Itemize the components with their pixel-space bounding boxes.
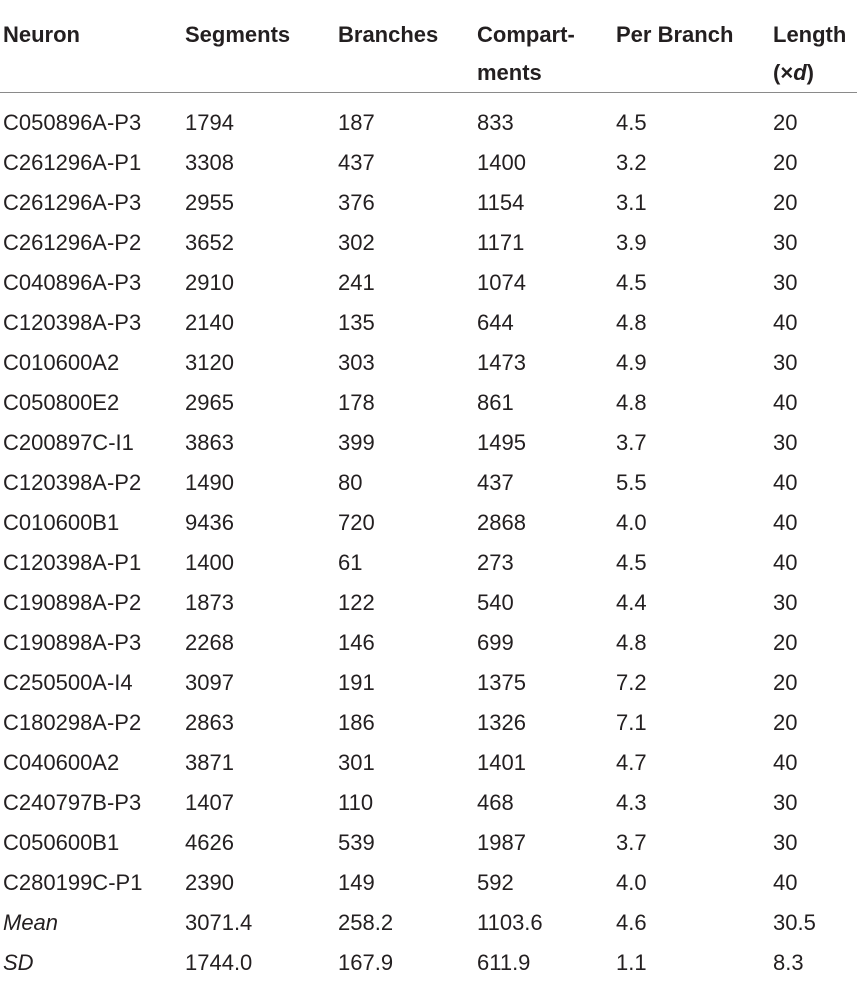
value-cell: 20: [773, 190, 798, 215]
value-cell: 4.7: [616, 750, 647, 775]
value-cell: 468: [477, 790, 514, 815]
neuron-name-cell: C120398A-P1: [3, 550, 142, 575]
value-cell: 1400: [185, 550, 234, 575]
value-cell: 30: [773, 350, 798, 375]
value-cell: 30: [773, 790, 798, 815]
value-cell: 4.5: [616, 550, 647, 575]
value-cell: 1326: [477, 710, 526, 735]
neuron-name-cell: C190898A-P2: [3, 590, 142, 615]
value-cell: 301: [338, 750, 375, 775]
table-row: [0, 743, 857, 783]
neuron-name-cell: C180298A-P2: [3, 710, 142, 735]
header-per-branch: [616, 0, 773, 93]
value-cell: 241: [338, 270, 375, 295]
neuron-name-cell: C190898A-P3: [3, 630, 142, 655]
table-row: [0, 943, 857, 983]
value-cell: 4.4: [616, 590, 647, 615]
value-cell: 40: [773, 550, 798, 575]
value-cell: 3871: [185, 750, 234, 775]
value-cell: 80: [338, 470, 363, 495]
value-cell: 376: [338, 190, 375, 215]
table-row: [0, 383, 857, 423]
value-cell: 1400: [477, 150, 526, 175]
value-cell: 3652: [185, 230, 234, 255]
table-row: [0, 343, 857, 383]
value-cell: 40: [773, 390, 798, 415]
value-cell: 1074: [477, 270, 526, 295]
value-cell: 4626: [185, 830, 234, 855]
value-cell: 592: [477, 870, 514, 895]
table-row: [0, 263, 857, 303]
table-row: [0, 543, 857, 583]
value-cell: 1490: [185, 470, 234, 495]
value-cell: 1473: [477, 350, 526, 375]
value-cell: 273: [477, 550, 514, 575]
value-cell: 399: [338, 430, 375, 455]
table-row: [0, 823, 857, 863]
table-row: [0, 423, 857, 463]
table-row: [0, 903, 857, 943]
neuron-name-cell: Mean: [3, 910, 59, 935]
value-cell: 3097: [185, 670, 234, 695]
table-header: [0, 0, 857, 93]
value-cell: 110: [338, 790, 374, 815]
value-cell: 122: [338, 590, 375, 615]
value-cell: 187: [338, 110, 375, 135]
value-cell: 4.0: [616, 510, 647, 535]
neuron-name-cell: C250500A-I4: [3, 670, 133, 695]
value-cell: 2140: [185, 310, 234, 335]
value-cell: 5.5: [616, 470, 647, 495]
value-cell: 146: [338, 630, 375, 655]
value-cell: 1.1: [616, 950, 647, 975]
header-compartments-label-line1: Compart-: [477, 22, 575, 47]
value-cell: 4.8: [616, 390, 647, 415]
table-row: [0, 623, 857, 663]
value-cell: 3.7: [616, 830, 647, 855]
header-neuron-label: Neuron: [3, 22, 80, 47]
value-cell: 20: [773, 110, 798, 135]
value-cell: 3308: [185, 150, 234, 175]
value-cell: 30: [773, 830, 798, 855]
value-cell: 3.2: [616, 150, 647, 175]
value-cell: 30: [773, 270, 798, 295]
header-segments: [185, 0, 338, 93]
value-cell: 20: [773, 710, 798, 735]
neuron-name-cell: C050896A-P3: [3, 110, 142, 135]
table-row: [0, 93, 857, 144]
header-neuron: [0, 0, 185, 93]
table-row: [0, 863, 857, 903]
neuron-name-cell: C240797B-P3: [3, 790, 142, 815]
value-cell: 1744.0: [185, 950, 253, 975]
value-cell: 861: [477, 390, 514, 415]
value-cell: 4.8: [616, 310, 647, 335]
table-row: [0, 783, 857, 823]
value-cell: 167.9: [338, 950, 394, 975]
value-cell: 611.9: [477, 950, 531, 975]
value-cell: 699: [477, 630, 514, 655]
value-cell: 437: [338, 150, 375, 175]
value-cell: 191: [338, 670, 375, 695]
header-row: [0, 0, 857, 93]
value-cell: 20: [773, 630, 798, 655]
table-body: [0, 93, 857, 984]
value-cell: 2965: [185, 390, 234, 415]
value-cell: 1495: [477, 430, 526, 455]
value-cell: 3.7: [616, 430, 647, 455]
value-cell: 4.5: [616, 270, 647, 295]
value-cell: 4.8: [616, 630, 647, 655]
header-length-label-line2: (×d): [773, 60, 814, 85]
neuron-name-cell: C261296A-P1: [3, 150, 142, 175]
value-cell: 30: [773, 430, 798, 455]
neuron-name-cell: C120398A-P2: [3, 470, 142, 495]
header-length-label-line1: Length: [773, 22, 847, 47]
value-cell: 4.0: [616, 870, 647, 895]
value-cell: 135: [338, 310, 375, 335]
table-row: [0, 703, 857, 743]
value-cell: 2910: [185, 270, 234, 295]
value-cell: 4.5: [616, 110, 647, 135]
neuron-name-cell: C040600A2: [3, 750, 120, 775]
value-cell: 1375: [477, 670, 526, 695]
table-row: [0, 583, 857, 623]
value-cell: 1401: [477, 750, 526, 775]
value-cell: 7.1: [616, 710, 647, 735]
value-cell: 1794: [185, 110, 234, 135]
value-cell: 1987: [477, 830, 526, 855]
value-cell: 40: [773, 750, 798, 775]
neuron-name-cell: C280199C-P1: [3, 870, 143, 895]
value-cell: 4.9: [616, 350, 647, 375]
value-cell: 2868: [477, 510, 526, 535]
value-cell: 40: [773, 470, 798, 495]
value-cell: 61: [338, 550, 363, 575]
value-cell: 4.6: [616, 910, 647, 935]
table-row: [0, 143, 857, 183]
value-cell: 20: [773, 670, 798, 695]
table-row: [0, 463, 857, 503]
table-row: [0, 303, 857, 343]
value-cell: 4.3: [616, 790, 647, 815]
value-cell: 40: [773, 310, 798, 335]
value-cell: 2863: [185, 710, 234, 735]
table-row: [0, 663, 857, 703]
value-cell: 720: [338, 510, 375, 535]
value-cell: 1103.6: [477, 910, 543, 935]
value-cell: 7.2: [616, 670, 647, 695]
neuron-name-cell: C050800E2: [3, 390, 120, 415]
value-cell: 3071.4: [185, 910, 253, 935]
value-cell: 30: [773, 590, 798, 615]
value-cell: 30.5: [773, 910, 816, 935]
value-cell: 9436: [185, 510, 234, 535]
value-cell: 2268: [185, 630, 234, 655]
neuron-name-cell: C010600A2: [3, 350, 120, 375]
neuron-name-cell: SD: [3, 950, 34, 975]
value-cell: 1873: [185, 590, 234, 615]
value-cell: 3120: [185, 350, 234, 375]
value-cell: 3863: [185, 430, 234, 455]
header-compartments: [477, 0, 616, 93]
neuron-name-cell: C040896A-P3: [3, 270, 142, 295]
table-row: [0, 183, 857, 223]
value-cell: 1407: [185, 790, 234, 815]
value-cell: 540: [477, 590, 514, 615]
header-branches: [338, 0, 477, 93]
value-cell: 258.2: [338, 910, 394, 935]
value-cell: 40: [773, 870, 798, 895]
value-cell: 178: [338, 390, 375, 415]
value-cell: 8.3: [773, 950, 804, 975]
value-cell: 1171: [477, 230, 525, 255]
value-cell: 303: [338, 350, 375, 375]
value-cell: 437: [477, 470, 514, 495]
neuron-name-cell: C261296A-P3: [3, 190, 142, 215]
value-cell: 3.1: [616, 190, 647, 215]
value-cell: 644: [477, 310, 514, 335]
value-cell: 539: [338, 830, 375, 855]
header-segments-label: Segments: [185, 22, 291, 47]
header-length: [773, 0, 857, 93]
value-cell: 3.9: [616, 230, 647, 255]
neuron-name-cell: C120398A-P3: [3, 310, 142, 335]
header-branches-label: Branches: [338, 22, 439, 47]
neuron-name-cell: C050600B1: [3, 830, 120, 855]
value-cell: 1154: [477, 190, 525, 215]
header-compartments-label-line2: ments: [477, 60, 542, 85]
header-per-branch-label: Per Branch: [616, 22, 734, 47]
table-row: [0, 503, 857, 543]
value-cell: 2955: [185, 190, 234, 215]
value-cell: 833: [477, 110, 514, 135]
value-cell: 2390: [185, 870, 234, 895]
table-row: [0, 223, 857, 263]
neuron-name-cell: C010600B1: [3, 510, 120, 535]
value-cell: 20: [773, 150, 798, 175]
neuron-name-cell: C200897C-I1: [3, 430, 134, 455]
value-cell: 186: [338, 710, 375, 735]
neuron-name-cell: C261296A-P2: [3, 230, 142, 255]
value-cell: 40: [773, 510, 798, 535]
value-cell: 302: [338, 230, 375, 255]
value-cell: 149: [338, 870, 375, 895]
value-cell: 30: [773, 230, 798, 255]
